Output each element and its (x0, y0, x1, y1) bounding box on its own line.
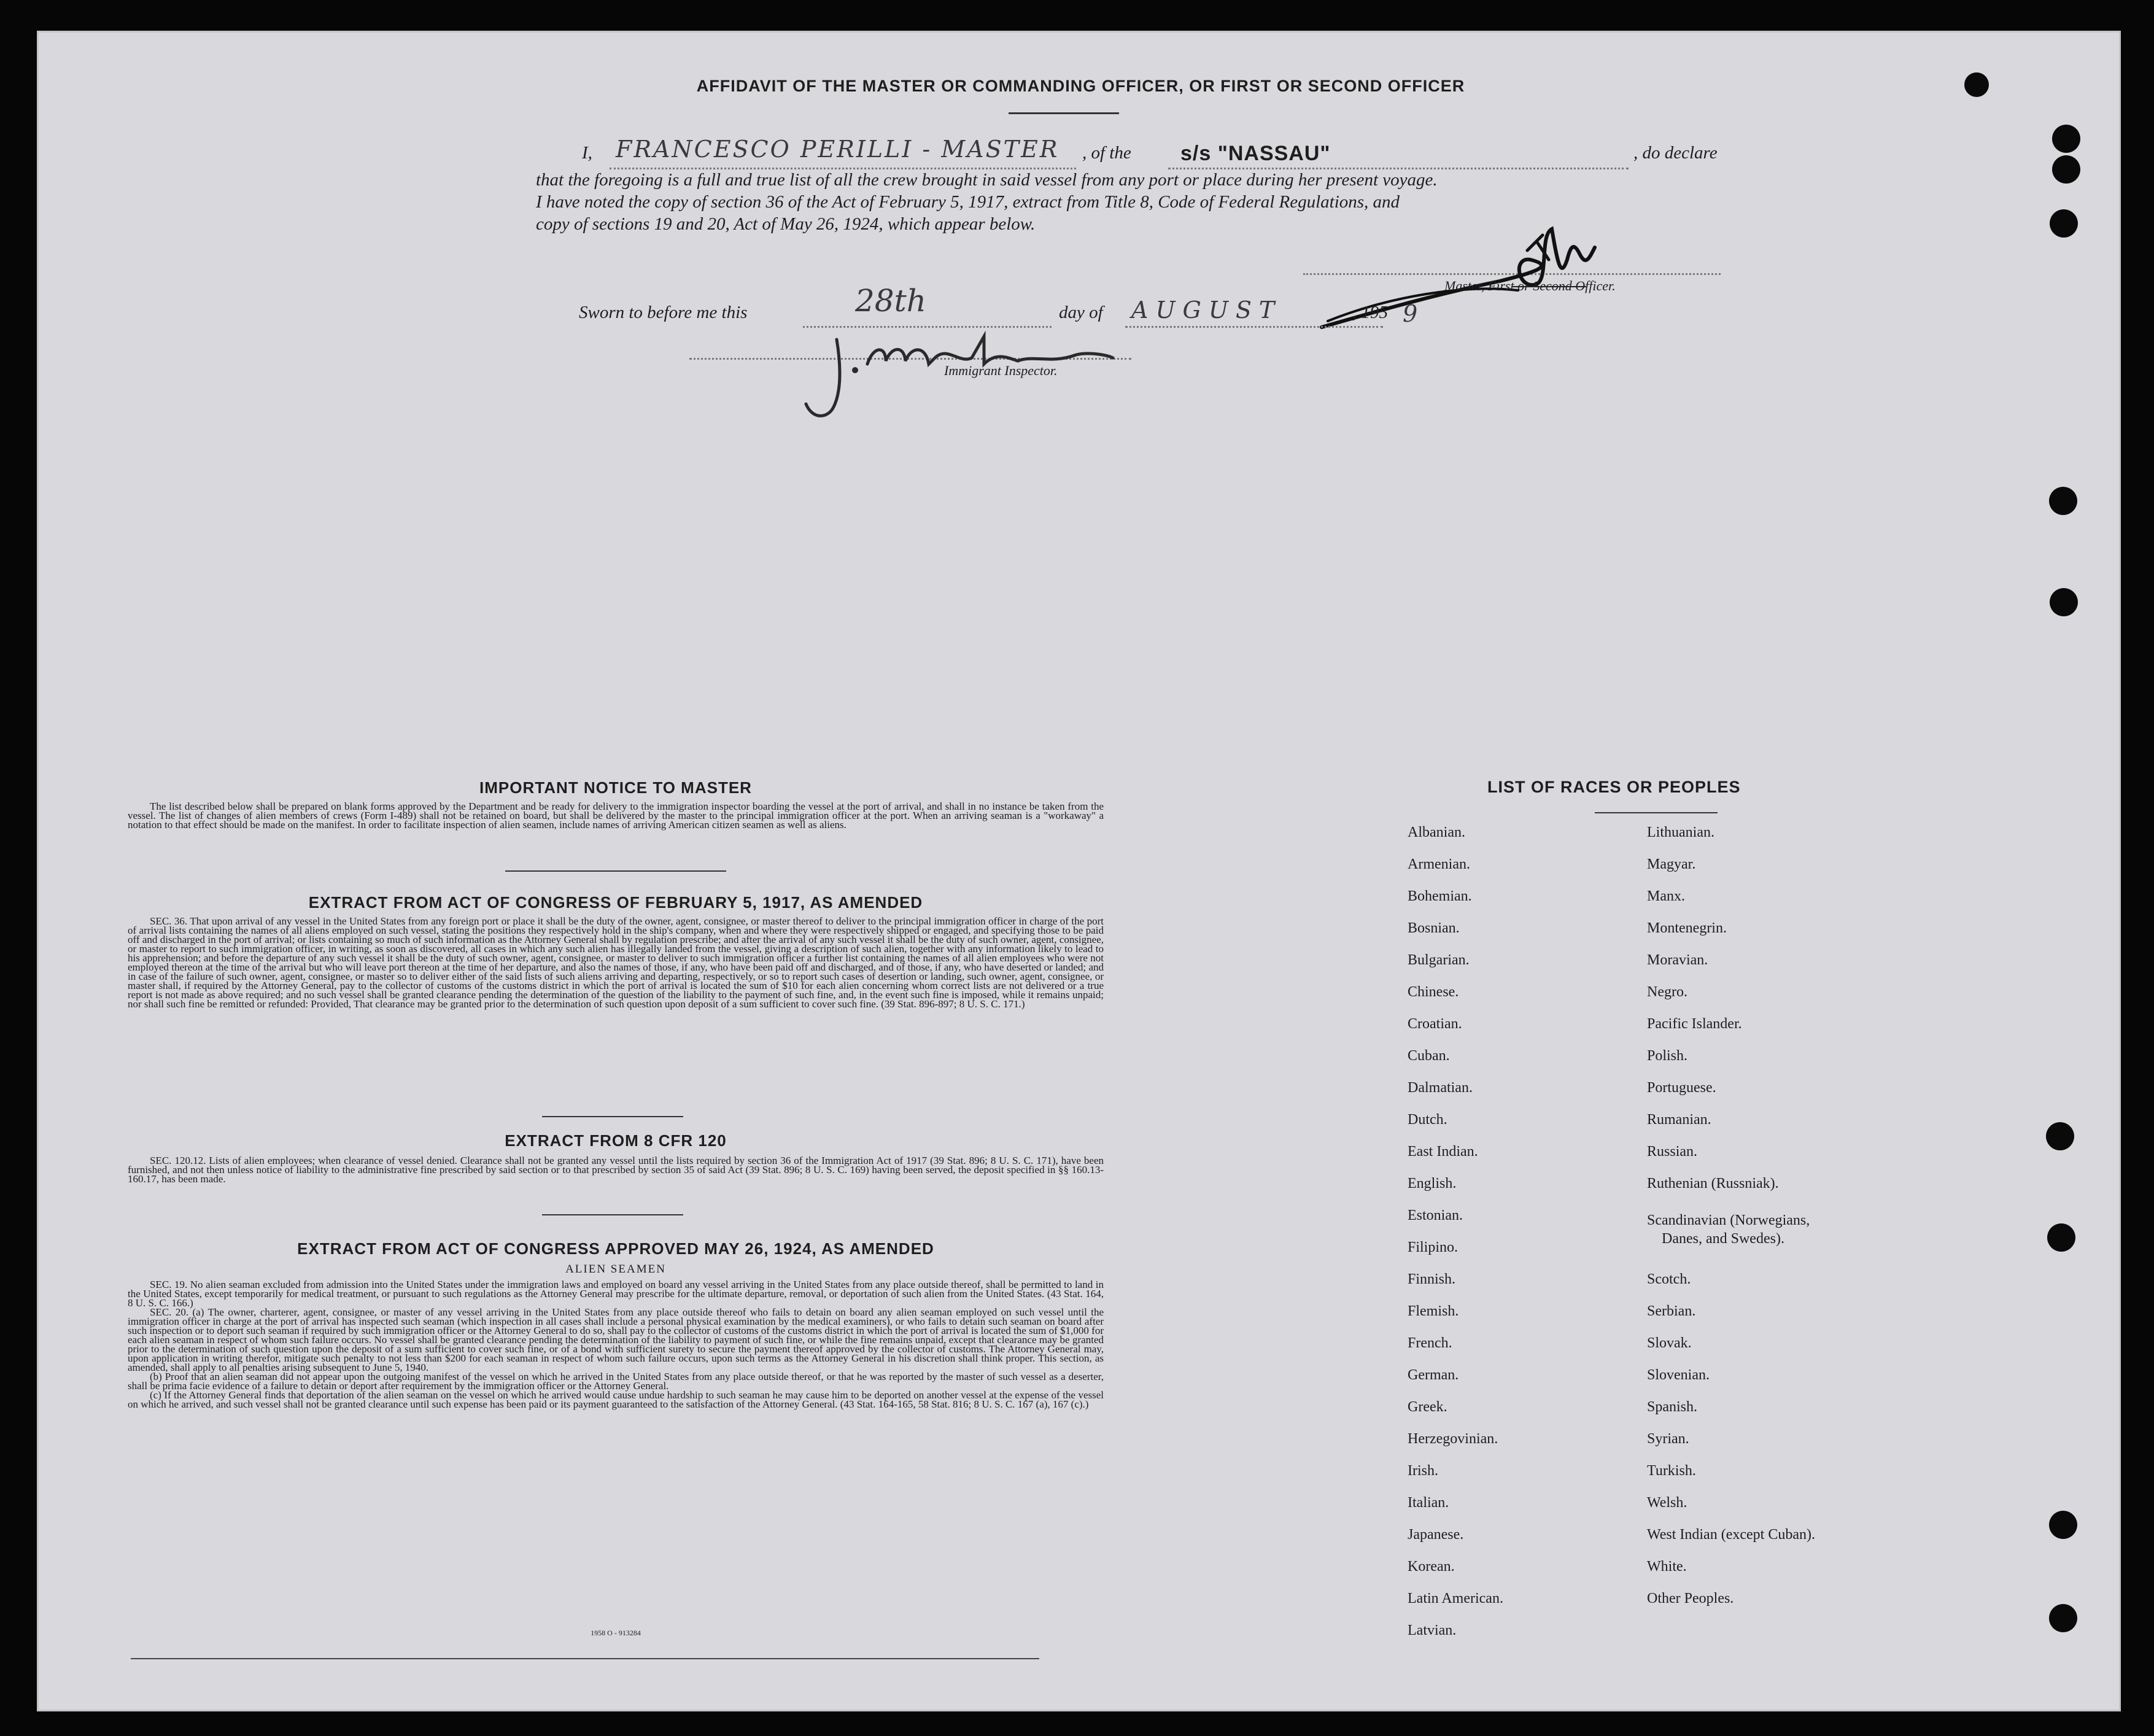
race-item: Welsh. (1647, 1495, 1687, 1511)
sec-20c-paragraph: (c) If the Attorney General finds that deportation of the alien seaman on the vessel on which he arrived would cause undue hardship to such seaman he may cause him to be deported on another vessel at the expense of the vessel on which he arrived, and such vessel shall not be granted clearance until such expense has been paid or its payment guaranteed to the satisfaction of the Attorney General. (43 Stat. 164-165, 58 Stat. 816; 8 U. S. C. 167 (a), 167 (c).) (128, 1389, 1104, 1410)
race-item: French. (1408, 1335, 1452, 1351)
punch-hole (2050, 209, 2078, 238)
printer-mark: 1958 O - 913284 (591, 1629, 641, 1637)
punch-hole (2049, 1604, 2077, 1632)
race-item: Magyar. (1647, 856, 1696, 872)
race-item: Montenegrin. (1647, 920, 1727, 936)
race-item: Polish. (1647, 1048, 1688, 1064)
race-item: German. (1408, 1367, 1459, 1383)
races-left-column (1408, 824, 1503, 1654)
sec-20b-paragraph: (b) Proof that an alien seaman did not appear upon the outgoing manifest of the vessel on which he arrived in the United States from any place outside thereof, or that he was reported by the master of such vessel as a deserter, shall be prima facie evidence of a failure to detain or deport after requirement by the immigration officer or the Attorney General. (128, 1371, 1104, 1392)
race-item: Irish. (1408, 1463, 1438, 1479)
of-the-label: , of the (1082, 143, 1131, 163)
race-item: Negro. (1647, 984, 1687, 1000)
race-item: Syrian. (1647, 1431, 1689, 1447)
inspector-caption: Immigrant Inspector. (944, 363, 1058, 378)
extract-1917-text (128, 916, 1104, 1104)
sec-20a-paragraph: SEC. 20. (a) The owner, charterer, agent, consignee, or master of any vessel arriving in the United States from any place outside thereof who fails to detain on board any alien seaman employed on such vessel until the immigration officer in charge at the port of arrival has inspected such seaman (which inspection in all cases shall include a personal physical examination by the medical examiners), or who fails to detain such seaman on board after such inspection or to deport such seaman if required by such immigration officer or the Attorney General to do so, shall pay to the collector of customs of the customs district in which the port of arrival is located the sum of $1,000 for each alien seaman in respect of whom such failure occurs. No vessel shall be granted clearance pending the determination of the liability to payment of such fine, or while the fine remains unpaid, except that clearance may be granted prior to the determination of such question upon the deposit of a sum sufficient to cover such fine, or of a bond with sufficient surety to secure the payment thereof approved by the collector of customs. The Attorney General may, upon application in writing therefor, mitigate such penalty to not less than $200 for each seaman in respect of whom such failure occurs, upon such terms as the Attorney General in his discretion shall think proper. This section, as amended, shall apply to all penalties arising subsequent to June 5, 1940. (128, 1306, 1104, 1373)
extract-1917-title: EXTRACT FROM ACT OF CONGRESS OF FEBRUARY 5, 1917, AS AMENDED (308, 893, 923, 912)
extract-1924-text (128, 1280, 1104, 1611)
day-of-label: day of (1059, 303, 1103, 322)
race-item: Albanian. (1408, 824, 1465, 840)
extract-1924-subtitle: ALIEN SEAMEN (565, 1263, 666, 1276)
punch-hole (2047, 1223, 2075, 1252)
sworn-day-handwritten: 28th (855, 283, 926, 319)
punch-hole (2050, 588, 2078, 616)
sec-19-paragraph: SEC. 19. No alien seaman excluded from admission into the United States under the immigration laws and employed on board any vessel arriving in the United States from any place outside thereof, shall be permitted to land in the United States, except temporarily for medical treatment, or pursuant to such regulations as the Attorney General may prescribe for the ultimate departure, removal, or deportation of such alien from the United States. (43 Stat. 164, 8 U. S. C. 166.) (128, 1280, 1104, 1309)
race-item: Estonian. (1408, 1207, 1463, 1223)
race-item: Croatian. (1408, 1016, 1462, 1032)
race-item: Russian. (1647, 1144, 1698, 1160)
affidavit-title: AFFIDAVIT OF THE MASTER OR COMMANDING OFFICER, OR FIRST OR SECOND OFFICER (696, 77, 1465, 95)
affidavit-i-label: I, (582, 143, 592, 163)
sworn-month-handwritten: AUGUST (1131, 296, 1282, 324)
race-item: Armenian. (1408, 856, 1470, 872)
punch-hole (2046, 1122, 2074, 1150)
race-item: Rumanian. (1647, 1112, 1711, 1128)
race-item: Slovak. (1647, 1335, 1692, 1351)
race-item: Bulgarian. (1408, 952, 1470, 968)
title-underline (1009, 112, 1119, 114)
divider (542, 1214, 683, 1215)
notice-text (128, 802, 1104, 858)
race-item: East Indian. (1408, 1144, 1478, 1160)
affidavit-body-line: I have noted the copy of section 36 of the Act of February 5, 1917, extract from Title 8, Code of Federal Regulations, and (536, 192, 1400, 212)
race-item: English. (1408, 1176, 1457, 1192)
race-item: Filipino. (1408, 1239, 1459, 1255)
affidavit-body-line: copy of sections 19 and 20, Act of May 26, 1924, which appear below. (536, 214, 1036, 234)
race-item: Portuguese. (1647, 1080, 1716, 1096)
sworn-label: Sworn to before me this (579, 303, 748, 322)
race-item: Slovenian. (1647, 1367, 1710, 1383)
races-title: LIST OF RACES OR PEOPLES (1487, 778, 1741, 796)
year-printed: , 195 (1352, 303, 1388, 322)
race-item: Finnish. (1408, 1271, 1456, 1287)
race-item: Italian. (1408, 1495, 1449, 1511)
do-declare-label: , do declare (1633, 143, 1718, 163)
race-item: Bohemian. (1408, 888, 1472, 904)
race-item: Manx. (1647, 888, 1685, 904)
race-item: Greek. (1408, 1399, 1447, 1415)
race-item: Dutch. (1408, 1112, 1447, 1128)
extract-cfr-title: EXTRACT FROM 8 CFR 120 (505, 1131, 727, 1150)
race-item: Cuban. (1408, 1048, 1450, 1064)
race-item: Latvian. (1408, 1622, 1457, 1638)
race-item: Ruthenian (Russniak). (1647, 1176, 1779, 1192)
extract-1924-title: EXTRACT FROM ACT OF CONGRESS APPROVED MAY 26, 1924, AS AMENDED (297, 1239, 934, 1258)
race-item: Moravian. (1647, 952, 1708, 968)
race-item: White. (1647, 1559, 1687, 1575)
divider (505, 870, 726, 872)
races-right-column (1647, 824, 1815, 1622)
extract-cfr-paragraph: SEC. 120.12. Lists of alien employees; when clearance of vessel denied. Clearance shall not be granted any vessel until the lists required by section 36 of the Immigration Act of 1917 (39 Stat. 896; 8 U. S. C. 171), have been furnished, and not then unless notice of liability to the administrative fine prescribed by said section or to that prescribed by section 35 of said Act (39 Stat. 896; 8 U. S. C. 169) having been served, the deposit specified in §§ 160.13-160.17, has been made. (128, 1156, 1104, 1185)
race-item: Chinese. (1408, 984, 1459, 1000)
punch-hole (2049, 1511, 2077, 1539)
race-item: West Indian (except Cuban). (1647, 1527, 1815, 1543)
extract-1917-paragraph: SEC. 36. That upon arrival of any vessel in the United States from any foreign port or place it shall be the duty of the owner, agent, consignee, or master thereof to deliver to the principal immigration officer in charge of the port of arrival lists containing the names of all aliens employed on such vessel, stating the positions they respectively hold in the ship's company, when and where they were respectively shipped or engaged, and specifying those to be paid off and discharged in the port of arrival; or lists containing so much of such information as the Attorney General shall by regulation prescribe; and after the arrival of any such vessel it shall be the duty of such owner, agent, consignee, or master to report to such immigration officer, in writing, as soon as discovered, all cases in which any such alien has illegally landed from the vessel, giving a description of such alien, together with any information likely to lead to his apprehension; and before the departure of any such vessel it shall be the duty of such owner, agent, consignee, or master to deliver to such immigration officer a further list containing the names of all alien employees who were not employed thereon at the time of the arrival but who will leave port thereon at the time of her departure, and also the names of those, if any, who have been paid off and discharged, and of those, if any, who have deserted or landed; and in case of the failure of such owner, agent, consignee, or master so to deliver either of the said lists of such aliens arriving and departing, respectively, or so to report such cases of desertion or landing, such owner, agent, consignee, or master shall, if required by the Attorney General, pay to the collector of customs of the customs district in which the port of arrival is located the sum of $10 for each alien concerning whom correct lists are not delivered or a true report is not made as above required; and no such vessel shall be granted clearance pending the determination of the question of the liability to the payment of such fine, and, in the event such fine is imposed, while it remains unpaid; nor shall such fine be remitted or refunded: Provided, That clearance may be granted prior to the determination of such question upon deposit of a sum sufficient to cover such fine. (39 Stat. 896-897; 8 U. S. C. 171.) (128, 916, 1104, 1010)
notice-title: IMPORTANT NOTICE TO MASTER (479, 778, 752, 797)
race-item: Latin American. (1408, 1591, 1503, 1606)
officer-caption: Master, First or Second Officer. (1444, 278, 1616, 293)
race-item: Turkish. (1647, 1463, 1696, 1479)
race-item: Lithuanian. (1647, 824, 1714, 840)
punch-hole (2052, 125, 2080, 153)
race-item: Pacific Islander. (1647, 1016, 1742, 1032)
race-item: Herzegovinian. (1408, 1431, 1498, 1447)
race-item: Dalmatian. (1408, 1080, 1473, 1096)
race-item: Korean. (1408, 1559, 1455, 1575)
master-name-handwritten: FRANCESCO PERILLI - MASTER (616, 136, 1060, 163)
race-item: Other Peoples. (1647, 1591, 1734, 1606)
race-item: Scandinavian (Norwegians, (1647, 1212, 1810, 1228)
punch-hole (2049, 487, 2077, 515)
document-page (37, 31, 2121, 1711)
divider (542, 1116, 683, 1117)
races-title-underline (1595, 812, 1718, 813)
race-item: Scotch. (1647, 1271, 1691, 1287)
punch-hole (2052, 155, 2080, 184)
strikethrough-first-second (1513, 286, 1586, 287)
race-item: Japanese. (1408, 1527, 1464, 1543)
race-item: Bosnian. (1408, 920, 1460, 936)
race-item: Spanish. (1647, 1399, 1698, 1415)
punch-hole (1964, 72, 1989, 97)
race-item: Flemish. (1408, 1303, 1459, 1319)
vessel-name: s/s "NASSAU" (1180, 142, 1331, 165)
affidavit-body-line: that the foregoing is a full and true list of all the crew brought in said vessel from any port or place during her present voyage. (536, 170, 1438, 190)
year-written: 9 (1403, 300, 1418, 327)
race-item: Serbian. (1647, 1303, 1696, 1319)
extract-cfr-text (128, 1156, 1104, 1204)
bottom-rule (131, 1658, 1039, 1659)
notice-paragraph: The list described below shall be prepared on blank forms approved by the Department and be ready for delivery to the immigration inspector boarding the vessel at the port of arrival, and shall in no instance be taken from the vessel. The list of changes of alien members of crews (Form I-489) shall not be retained on board, but shall be delivered by the master to the principal immigration officer at the port. When an arriving seaman is a "workaway" a notation to that effect should be made on the manifest. In order to facilitate inspection of alien seamen, include names of arriving American citizen seamen as well as aliens. (128, 802, 1104, 831)
race-item-continuation: Danes, and Swedes). (1662, 1231, 1784, 1247)
